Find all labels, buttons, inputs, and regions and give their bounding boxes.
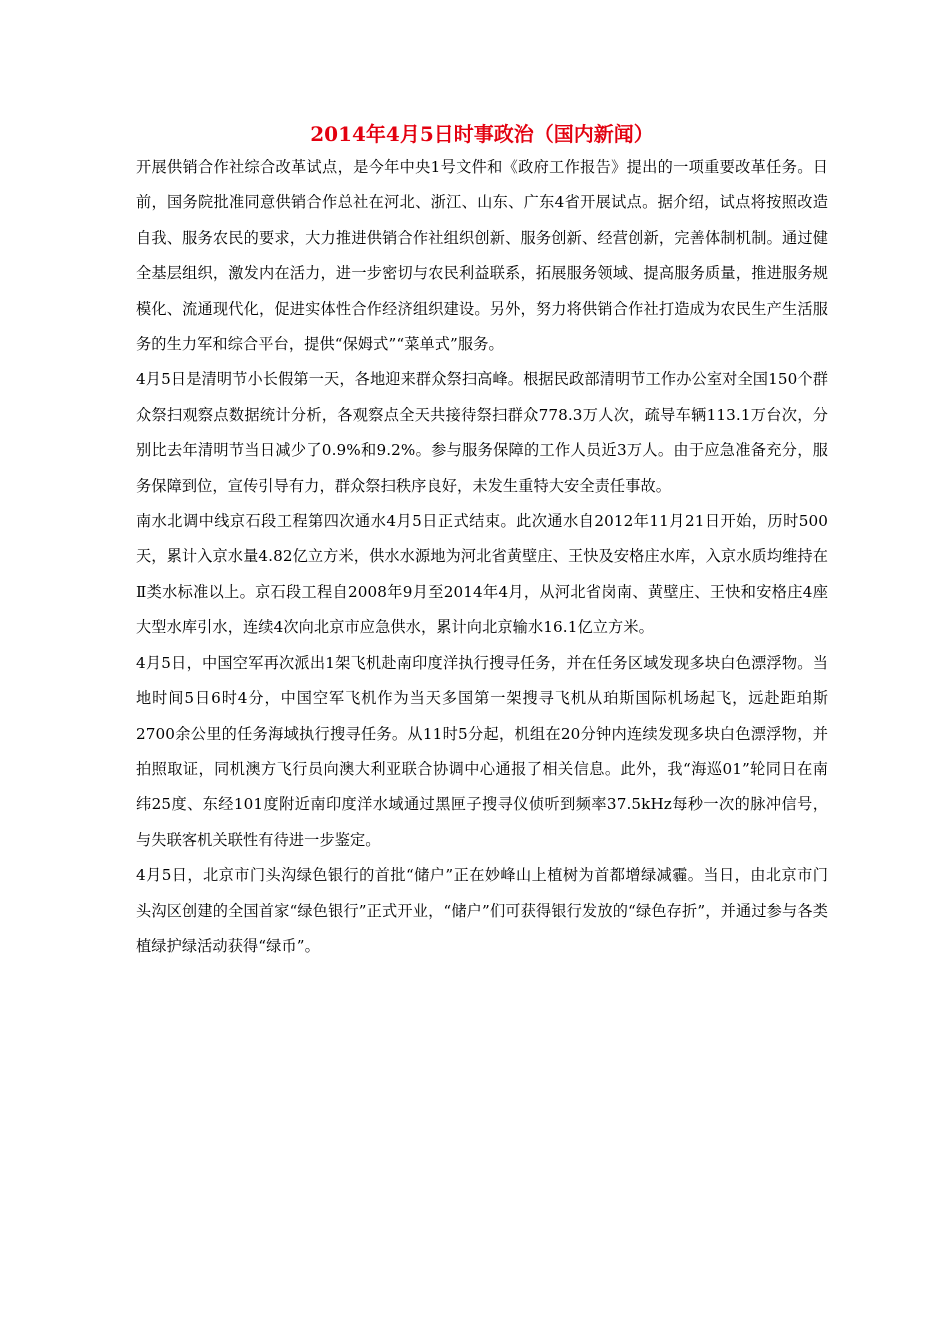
paragraph-qingming: 4月5日是清明节小长假第一天，各地迎来群众祭扫高峰。根据民政部清明节工作办公室对全国150个群众祭扫观察点数据统计分析，各观察点全天共接待祭扫群众778.3万人次，疏导车辆113.1万台次，分别比去年清明节当日减少了0.9%和9.2%。参与服务保障的工作人员近3万人。由于应急准备充分，服务保障到位，宣传引导有力，群众祭扫秩序良好，未发生重特大安全责任事故。 xyxy=(136,370,828,495)
paragraph-supply-cooperatives: 开展供销合作社综合改革试点，是今年中央1号文件和《政府工作报告》提出的一项重要改革任务。日前，国务院批准同意供销合作总社在河北、浙江、山东、广东4省开展试点。据介绍，试点将按照改造自我、服务农民的要求，大力推进供销合作社组织创新、服务创新、经营创新，完善体制机制。通过健全基层组织，激发内在活力，进一步密切与农民利益联系，拓展服务领域、提高服务质量，推进服务规模化、流通现代化，促进实体性合作经济组织建设。另外，努力将供销合作社打造成为农民生产生活服务的生力军和综合平台，提供“保姆式”“菜单式”服务。 xyxy=(136,158,828,354)
paragraph-air-search: 4月5日，中国空军再次派出1架飞机赴南印度洋执行搜寻任务，并在任务区域发现多块白色漂浮物。当地时间5日6时4分，中国空军飞机作为当天多国第一架搜寻飞机从珀斯国际机场起飞，远赴距珀斯2700余公里的任务海域执行搜寻任务。从11时5分起，机组在20分钟内连续发现多块白色漂浮物，并拍照取证，同机澳方飞行员向澳大利亚联合协调中心通报了相关信息。此外，我“海巡01”轮同日在南纬25度、东经101度附近南印度洋水域通过黑匣子搜寻仪侦听到频率37.5kHz每秒一次的脉冲信号，与失联客机关联性有待进一步鉴定。 xyxy=(136,653,828,849)
paragraph-water-diversion: 南水北调中线京石段工程第四次通水4月5日正式结束。此次通水自2012年11月21日开始，历时500天，累计入京水量4.82亿立方米，供水水源地为河北省黄壁庄、王快及安格庄水库，入京水质均维持在Ⅱ类水标准以上。京石段工程自2008年9月至2014年4月，从河北省岗南、黄壁庄、王快和安格庄4座大型水库引水，连续4次向北京市应急供水，累计向北京输水16.1亿立方米。 xyxy=(136,512,828,637)
document-title: 2014年4月5日时事政治（国内新闻） xyxy=(310,122,654,146)
document-page xyxy=(136,112,828,964)
paragraph-green-bank: 4月5日，北京市门头沟绿色银行的首批“储户”正在妙峰山上植树为首都增绿减霾。当日，由北京市门头沟区创建的全国首家“绿色银行”正式开业，“储户”们可获得银行发放的“绿色存折”，并通过参与各类植绿护绿活动获得“绿币”。 xyxy=(136,866,828,955)
